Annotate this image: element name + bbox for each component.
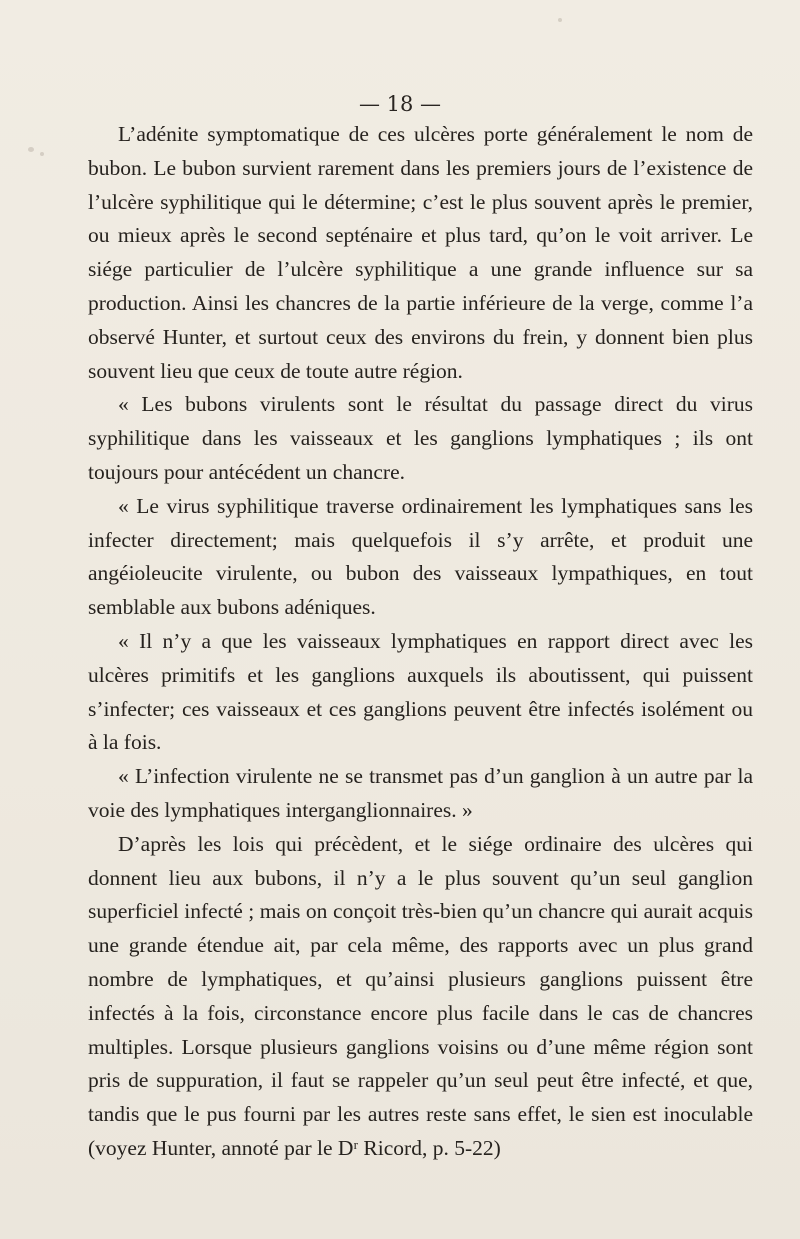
paper-stain — [558, 18, 562, 22]
body-text — [88, 118, 753, 1166]
page-number: — 18 — — [358, 92, 442, 116]
paragraph: « Le virus syphilitique traverse ordinairement les lymphatiques sans les infecter directement; mais quelquefois il s’y arrête, et produit une angéioleucite virulente, ou bubon des vaisseaux lympathiques, en tout semblable aux bubons adéniques. — [88, 493, 753, 620]
paper-stain — [28, 147, 34, 152]
paragraph: « Les bubons virulents sont le résultat du passage direct du virus syphilitique dans les vaisseaux et les ganglions lymphatiques ; ils ont toujours pour antécédent un chancre. — [88, 392, 753, 484]
paragraph: L’adénite symptomatique de ces ulcères porte généralement le nom de bubon. Le bubon survient rarement dans les premiers jours de l’existence de l’ulcère syphilitique qui le détermine; c’est le plus souvent après le premier, ou mieux après le second septénaire et plus tard, qu’on le voit arriver. Le siége particulier de l’ulcère syphilitique a une grande influence sur sa production. Ainsi les chancres de la partie inférieure de la verge, comme l’a observé Hunter, et surtout ceux des environs du frein, y donnent bien plus souvent lieu que ceux de toute autre région. — [88, 122, 753, 383]
paragraph: « Il n’y a que les vaisseaux lymphatiques en rapport direct avec les ulcères primitifs et les ganglions auxquels ils aboutissent, qui puissent s’infecter; ces vaisseaux et ces ganglions peuvent être infectés isolément ou à la fois. — [88, 628, 753, 755]
paper-stain — [40, 152, 44, 156]
paragraph: D’après les lois qui précèdent, et le siége ordinaire des ulcères qui donnent lieu aux bubons, il n’y a le plus souvent qu’un seul ganglion superficiel infecté ; mais on conçoit très-bien qu’un chancre qui aurait acquis une grande étendue ait, par cela même, des rapports avec un plus grand nombre de lymphatiques, et qu’ainsi plusieurs ganglions puissent être infectés à la fois, circonstance encore plus facile dans le cas de chancres multiples. Lorsque plusieurs ganglions voisins ou d’une même région sont pris de suppuration, il faut se rappeler qu’un seul peut être infecté, et que, tandis que le pus fourni par les autres reste sans effet, le sien est inoculable (voyez Hunter, annoté par le Dʳ Ricord, p. 5-22) — [88, 831, 753, 1160]
paragraph: « L’infection virulente ne se transmet pas d’un ganglion à un autre par la voie des lymphatiques interganglionnaires. » — [88, 764, 753, 822]
